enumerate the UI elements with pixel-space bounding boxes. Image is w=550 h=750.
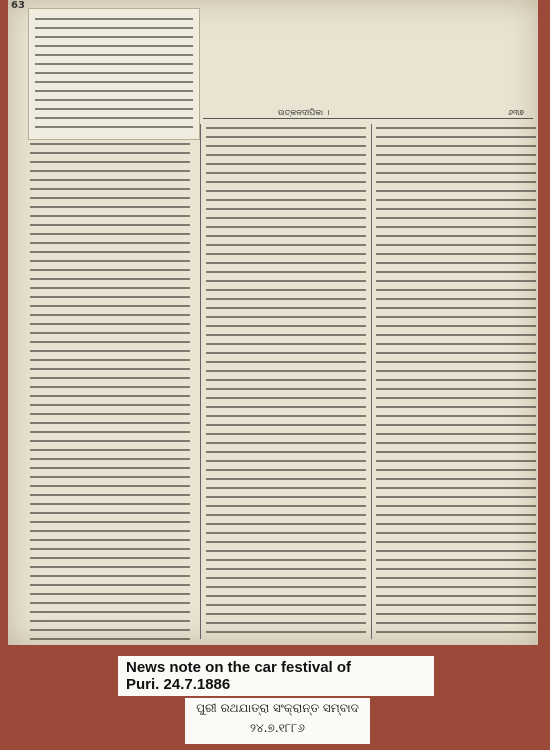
snippet-text-lines: [35, 15, 193, 133]
odia-caption-date: ୨୪.୭.୧୮୮୬: [250, 721, 305, 735]
column-divider: [200, 124, 201, 639]
column-divider: [371, 124, 372, 639]
caption-line-1: News note on the car festival of: [126, 659, 352, 676]
caption-line-2: Puri. 24.7.1886: [126, 676, 231, 693]
running-head-page: ୬୩୭: [508, 108, 525, 117]
odia-caption-line-1: ପୁରୀ ରଥଯାତ୍ରା ସଂକ୍ରାନ୍ତ ସମ୍ବାଦ: [196, 701, 359, 715]
pasted-column-snippet: [28, 8, 200, 140]
running-head-title: ଉତ୍କଳଦୀପିକା ।: [278, 108, 330, 117]
text-column-3: [376, 124, 536, 639]
text-column-2: [206, 124, 366, 639]
odia-caption: [185, 698, 370, 744]
page-number: 63: [11, 0, 25, 11]
english-caption: [118, 656, 434, 696]
newspaper-clipping: [8, 0, 538, 645]
header-rule: [203, 118, 533, 119]
text-column-1: [30, 140, 190, 640]
